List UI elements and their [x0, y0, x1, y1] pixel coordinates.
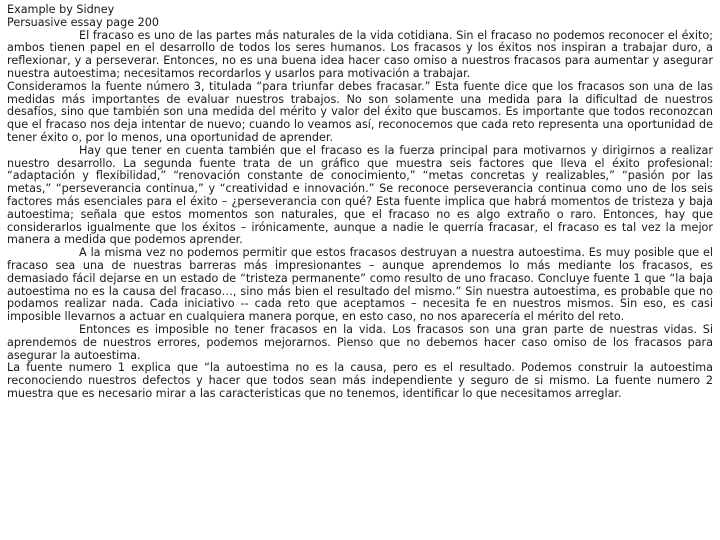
author-line: Example by Sidney	[7, 3, 115, 16]
essay-paragraph-1: El fracaso es uno de las partes más naturales de la vida cotidiana. Sin el fracaso no podemos reconocer el éxito; ambos tienen papel en el desarrollo de todos los seres humanos. Los fracasos y los éxitos nos inspiran a trabajar duro, a reflexionar, y a perseverar. Entonces, no es una buena idea hacer caso omiso a nuestros fracasos para aumentar y asegurar nuestra autoestima; necesitamos recordarlos y usarlos para motivación a trabajar.	[7, 28, 713, 80]
essay-paragraph-2: Consideramos la fuente número 3, titulada “para triunfar debes fracasar.” Esta fuente dice que los fracasos son una de las medidas más importantes de evaluar nuestros trabajos. No son solamente una medida para la dificultad de nuestros desafíos, sino que también son una medida del mérito y valor del éxito que buscamos. Es importante que todos reconozcan que el fracaso nos deja intentar de nuevo; cuando lo veamos así, reconocemos que cada reto representa una oportunidad de tener éxito o, por lo menos, una oportunidad de aprender.	[7, 79, 713, 144]
essay-paragraph-5: Entonces es imposible no tener fracasos en la vida. Los fracasos son una gran parte de nuestras vidas. Si aprendemos de nuestros errores, podemos mejorarnos. Pienso que no debemos hacer caso omiso de los fracasos para asegurar la autoestima.	[7, 322, 713, 362]
essay-paragraph-6: La fuente numero 1 explica que “la autoestima no es la causa, pero es el resultado. Podemos construir la autoestima reconociendo nuestros defectos y hacer que todos sean más independiente y seguro de si mismo. La fuente numero 2 muestra que es necesario mirar a las caracteristicas que no tenemos, identificar lo que necesitamos arreglar.	[7, 361, 713, 400]
essay-page	[7, 4, 713, 401]
essay-paragraph-3: Hay que tener en cuenta también que el fracaso es la fuerza principal para motivarnos y dirigirnos a realizar nuestro desarrollo. La segunda fuente trata de un gráfico que muestra seis factores que lleva el éxito profesional: “adaptación y flexibilidad,” “renovación constante de conocimiento,” “metas concretas y realizables,” “pasión por las metas,” “perseverancia continua,” y “creatividad e innovación.” Se reconoce perseverancia continua como uno de los seis factores más esenciales para el éxito – ¿perseverancia con qué? Esta fuente implica que habrá momentos de tristeza y baja autoestima; señala que estos momentos son naturales, que el fracaso no es algo extraño o raro. Entonces, hay que considerarlos igualmente que los éxitos – irónicamente, aunque a nadie le querría fracasar, el fracaso es tal vez la mejor manera a medida que podemos aprender.	[7, 143, 713, 247]
essay-paragraph-4: A la misma vez no podemos permitir que estos fracasos destruyan a nuestra autoestima. Es muy posible que el fracaso sea una de nuestras barreras más impresionantes – aunque aprendemos lo más mediante los fracasos, es demasiado fácil dejarse en un estado de “tristeza permanente” como resulto de uno fracaso. Concluye fuente 1 que “la baja autoestima no es la causa del fracaso…, sino más bien el resultado del mismo.” Sin nuestra autoestima, es probable que no podamos realizar nada. Cada iniciativo -- cada reto que aceptamos – necesita fe en nuestros mismos. Sin eso, es casi imposible llevarnos a actuar en cualquiera manera porque, en esto caso, no nos aparecería el mérito del reto.	[7, 246, 713, 324]
subtitle-line: Persuasive essay page 200	[7, 15, 160, 29]
